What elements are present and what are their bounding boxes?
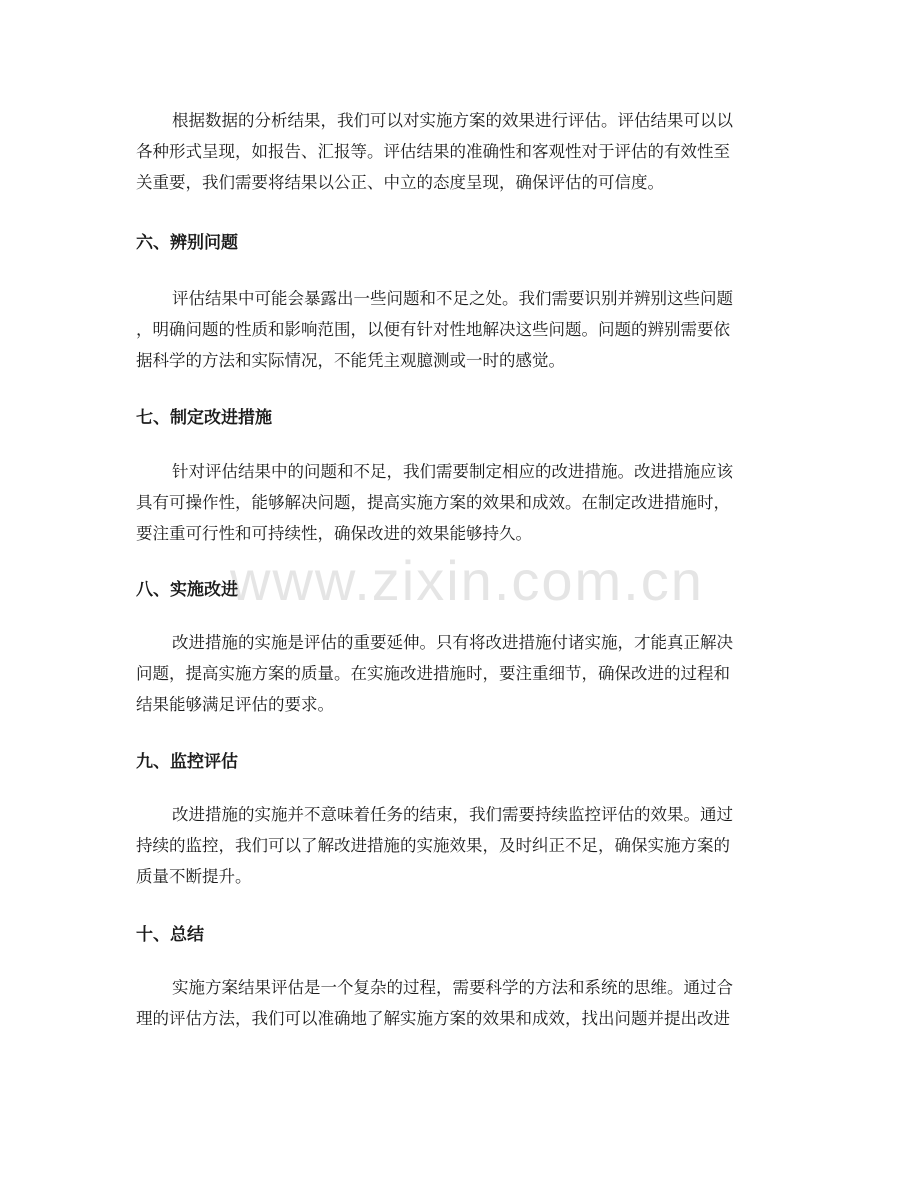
- paragraph-identify-problems: [136, 283, 786, 376]
- paragraph-monitor-evaluation: [136, 799, 786, 892]
- paragraph-line: 质量不断提升。: [136, 867, 252, 886]
- paragraph-line: 要注重可行性和可持续性，确保改进的效果能够持久。: [136, 524, 532, 543]
- paragraph-line: 各种形式呈现，如报告、汇报等。评估结果的准确性和客观性对于评估的有效性至: [136, 142, 730, 161]
- paragraph-line: 针对评估结果中的问题和不足，我们需要制定相应的改进措施。改进措施应该: [172, 462, 733, 481]
- paragraph-improvement-measures: [136, 456, 786, 549]
- section-heading-summary: 十、总结: [136, 925, 204, 945]
- paragraph-line: 改进措施的实施是评估的重要延伸。只有将改进措施付诸实施，才能真正解决: [172, 633, 733, 652]
- section-heading-monitor-evaluation: 九、监控评估: [136, 752, 238, 772]
- paragraph-line: 理的评估方法，我们可以准确地了解实施方案的效果和成效，找出问题并提出改进: [136, 1009, 730, 1028]
- paragraph-line: 具有可操作性，能够解决问题，提高实施方案的效果和成效。在制定改进措施时，: [136, 493, 730, 512]
- paragraph-line: 根据数据的分析结果，我们可以对实施方案的效果进行评估。评估结果可以以: [172, 111, 733, 130]
- paragraph-line: ，明确问题的性质和影响范围，以便有针对性地解决这些问题。问题的辨别需要依: [136, 320, 730, 339]
- section-heading-improvement-measures: 七、制定改进措施: [136, 408, 272, 428]
- paragraph-summary: [136, 972, 786, 1034]
- paragraph-line: 结果能够满足评估的要求。: [136, 695, 334, 714]
- paragraph-evaluation-results: [136, 105, 786, 198]
- paragraph-line: 改进措施的实施并不意味着任务的结束，我们需要持续监控评估的效果。通过: [172, 805, 733, 824]
- section-heading-identify-problems: 六、辨别问题: [136, 233, 238, 253]
- paragraph-line: 关重要，我们需要将结果以公正、中立的态度呈现，确保评估的可信度。: [136, 173, 664, 192]
- paragraph-line: 据科学的方法和实际情况，不能凭主观臆测或一时的感觉。: [136, 351, 565, 370]
- paragraph-line: 持续的监控，我们可以了解改进措施的实施效果，及时纠正不足，确保实施方案的: [136, 836, 730, 855]
- section-heading-implement-improvement: 八、实施改进: [136, 580, 238, 600]
- paragraph-implement-improvement: [136, 627, 786, 720]
- paragraph-line: 评估结果中可能会暴露出一些问题和不足之处。我们需要识别并辨别这些问题: [172, 289, 733, 308]
- watermark: www.zixin.com.cn: [230, 549, 704, 612]
- paragraph-line: 问题，提高实施方案的质量。在实施改进措施时，要注重细节，确保改进的过程和: [136, 664, 730, 683]
- paragraph-line: 实施方案结果评估是一个复杂的过程，需要科学的方法和系统的思维。通过合: [172, 978, 733, 997]
